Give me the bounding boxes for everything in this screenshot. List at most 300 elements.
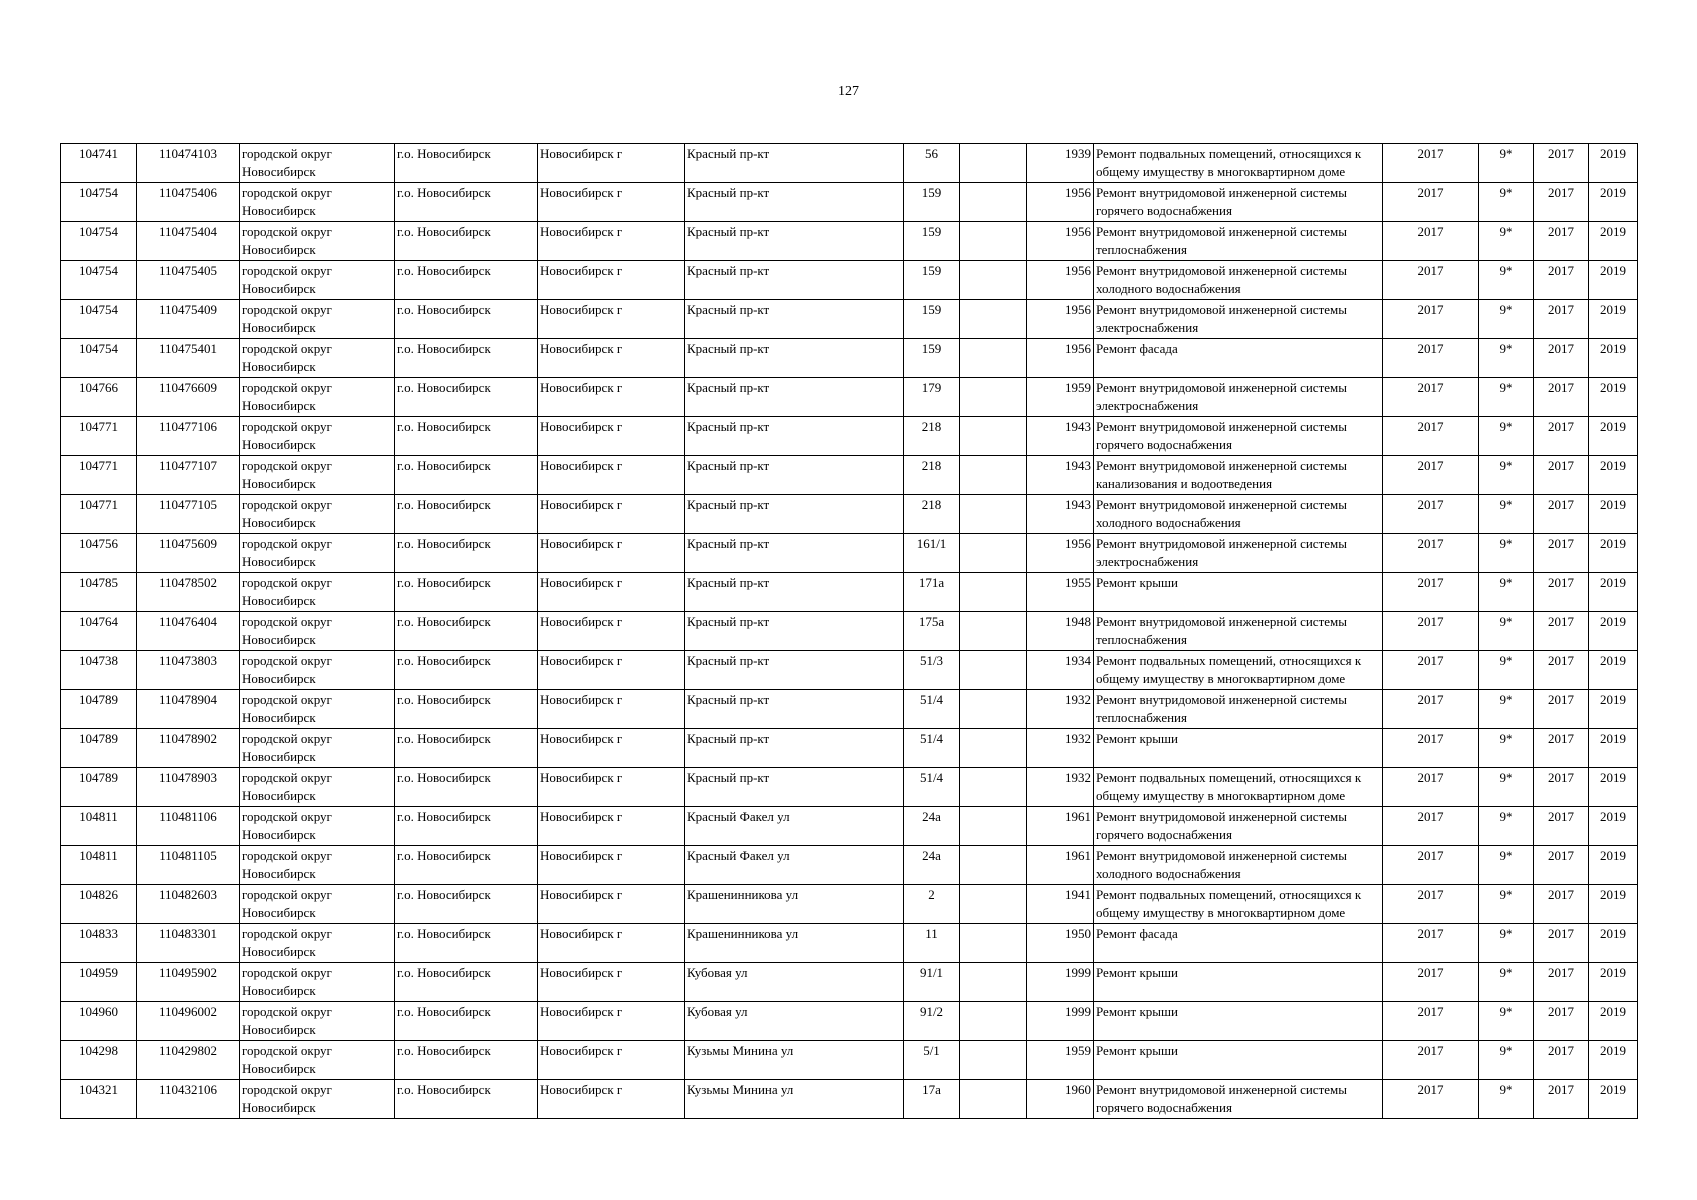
municipality-cell: городской округ Новосибирск	[240, 963, 395, 1002]
plan-year-cell: 2017	[1383, 768, 1479, 807]
house-cell: 159	[904, 222, 960, 261]
house-cell: 159	[904, 261, 960, 300]
plan-year-cell: 2017	[1383, 1002, 1479, 1041]
work-type-cell: Ремонт внутридомовой инженерной системы холодного водоснабжения	[1094, 846, 1383, 885]
district-cell: г.о. Новосибирск	[395, 963, 538, 1002]
table-row	[61, 378, 1638, 417]
start-year-cell: 2017	[1534, 339, 1589, 378]
plan-year-cell: 2017	[1383, 924, 1479, 963]
object-id-cell: 110475405	[137, 261, 240, 300]
street-cell: Красный Факел ул	[685, 807, 904, 846]
street-cell: Красный пр-кт	[685, 729, 904, 768]
object-id-cell: 110477107	[137, 456, 240, 495]
plan-year-cell: 2017	[1383, 378, 1479, 417]
object-id-cell: 110478902	[137, 729, 240, 768]
end-year-cell: 2019	[1589, 690, 1638, 729]
object-id-cell: 110476609	[137, 378, 240, 417]
footnote-cell: 9*	[1479, 612, 1534, 651]
building-cell	[960, 144, 1027, 183]
municipality-cell: городской округ Новосибирск	[240, 729, 395, 768]
building-cell	[960, 417, 1027, 456]
house-cell: 175а	[904, 612, 960, 651]
end-year-cell: 2019	[1589, 495, 1638, 534]
street-cell: Кубовая ул	[685, 963, 904, 1002]
street-cell: Красный пр-кт	[685, 768, 904, 807]
locality-cell: Новосибирск г	[538, 534, 685, 573]
building-cell	[960, 807, 1027, 846]
locality-cell: Новосибирск г	[538, 495, 685, 534]
municipality-cell: городской округ Новосибирск	[240, 339, 395, 378]
building-cell	[960, 378, 1027, 417]
street-cell: Красный Факел ул	[685, 846, 904, 885]
table-row	[61, 573, 1638, 612]
row-id-cell: 104741	[61, 144, 137, 183]
footnote-cell: 9*	[1479, 1002, 1534, 1041]
work-type-cell: Ремонт крыши	[1094, 729, 1383, 768]
locality-cell: Новосибирск г	[538, 417, 685, 456]
work-type-cell: Ремонт внутридомовой инженерной системы горячего водоснабжения	[1094, 807, 1383, 846]
building-cell	[960, 729, 1027, 768]
start-year-cell: 2017	[1534, 534, 1589, 573]
year-built-cell: 1955	[1027, 573, 1094, 612]
house-cell: 218	[904, 417, 960, 456]
work-type-cell: Ремонт внутридомовой инженерной системы теплоснабжения	[1094, 690, 1383, 729]
locality-cell: Новосибирск г	[538, 729, 685, 768]
building-cell	[960, 1041, 1027, 1080]
work-type-cell: Ремонт внутридомовой инженерной системы канализования и водоотведения	[1094, 456, 1383, 495]
building-cell	[960, 651, 1027, 690]
district-cell: г.о. Новосибирск	[395, 456, 538, 495]
house-cell: 159	[904, 183, 960, 222]
locality-cell: Новосибирск г	[538, 144, 685, 183]
work-type-cell: Ремонт крыши	[1094, 963, 1383, 1002]
table-row	[61, 144, 1638, 183]
municipality-cell: городской округ Новосибирск	[240, 378, 395, 417]
locality-cell: Новосибирск г	[538, 612, 685, 651]
street-cell: Красный пр-кт	[685, 690, 904, 729]
row-id-cell: 104738	[61, 651, 137, 690]
footnote-cell: 9*	[1479, 339, 1534, 378]
table-row	[61, 612, 1638, 651]
municipality-cell: городской округ Новосибирск	[240, 495, 395, 534]
footnote-cell: 9*	[1479, 300, 1534, 339]
building-cell	[960, 1002, 1027, 1041]
municipality-cell: городской округ Новосибирск	[240, 300, 395, 339]
start-year-cell: 2017	[1534, 729, 1589, 768]
plan-year-cell: 2017	[1383, 183, 1479, 222]
end-year-cell: 2019	[1589, 885, 1638, 924]
start-year-cell: 2017	[1534, 963, 1589, 1002]
district-cell: г.о. Новосибирск	[395, 612, 538, 651]
start-year-cell: 2017	[1534, 807, 1589, 846]
object-id-cell: 110482603	[137, 885, 240, 924]
plan-year-cell: 2017	[1383, 690, 1479, 729]
district-cell: г.о. Новосибирск	[395, 339, 538, 378]
work-type-cell: Ремонт внутридомовой инженерной системы электроснабжения	[1094, 300, 1383, 339]
work-type-cell: Ремонт внутридомовой инженерной системы теплоснабжения	[1094, 222, 1383, 261]
footnote-cell: 9*	[1479, 924, 1534, 963]
start-year-cell: 2017	[1534, 768, 1589, 807]
street-cell: Красный пр-кт	[685, 378, 904, 417]
house-cell: 24а	[904, 846, 960, 885]
row-id-cell: 104754	[61, 339, 137, 378]
street-cell: Кубовая ул	[685, 1002, 904, 1041]
street-cell: Красный пр-кт	[685, 261, 904, 300]
table-row	[61, 456, 1638, 495]
object-id-cell: 110495902	[137, 963, 240, 1002]
row-id-cell: 104826	[61, 885, 137, 924]
object-id-cell: 110483301	[137, 924, 240, 963]
plan-year-cell: 2017	[1383, 885, 1479, 924]
footnote-cell: 9*	[1479, 846, 1534, 885]
plan-year-cell: 2017	[1383, 573, 1479, 612]
locality-cell: Новосибирск г	[538, 261, 685, 300]
start-year-cell: 2017	[1534, 846, 1589, 885]
object-id-cell: 110475409	[137, 300, 240, 339]
table-row	[61, 924, 1638, 963]
table-row	[61, 261, 1638, 300]
footnote-cell: 9*	[1479, 495, 1534, 534]
year-built-cell: 1943	[1027, 495, 1094, 534]
work-type-cell: Ремонт подвальных помещений, относящихся к общему имуществу в многоквартирном доме	[1094, 768, 1383, 807]
district-cell: г.о. Новосибирск	[395, 807, 538, 846]
object-id-cell: 110477105	[137, 495, 240, 534]
year-built-cell: 1959	[1027, 378, 1094, 417]
work-type-cell: Ремонт внутридомовой инженерной системы электроснабжения	[1094, 378, 1383, 417]
page-number: 127	[838, 84, 859, 99]
work-type-cell: Ремонт крыши	[1094, 573, 1383, 612]
building-cell	[960, 456, 1027, 495]
row-id-cell: 104771	[61, 495, 137, 534]
end-year-cell: 2019	[1589, 1002, 1638, 1041]
house-cell: 5/1	[904, 1041, 960, 1080]
year-built-cell: 1956	[1027, 222, 1094, 261]
end-year-cell: 2019	[1589, 261, 1638, 300]
table-row	[61, 417, 1638, 456]
start-year-cell: 2017	[1534, 1080, 1589, 1119]
end-year-cell: 2019	[1589, 1041, 1638, 1080]
plan-year-cell: 2017	[1383, 456, 1479, 495]
district-cell: г.о. Новосибирск	[395, 300, 538, 339]
municipality-cell: городской округ Новосибирск	[240, 846, 395, 885]
building-cell	[960, 1080, 1027, 1119]
municipality-cell: городской округ Новосибирск	[240, 612, 395, 651]
start-year-cell: 2017	[1534, 495, 1589, 534]
footnote-cell: 9*	[1479, 651, 1534, 690]
work-type-cell: Ремонт внутридомовой инженерной системы холодного водоснабжения	[1094, 261, 1383, 300]
district-cell: г.о. Новосибирск	[395, 768, 538, 807]
work-type-cell: Ремонт крыши	[1094, 1002, 1383, 1041]
start-year-cell: 2017	[1534, 417, 1589, 456]
building-cell	[960, 300, 1027, 339]
building-cell	[960, 183, 1027, 222]
plan-year-cell: 2017	[1383, 1080, 1479, 1119]
start-year-cell: 2017	[1534, 222, 1589, 261]
street-cell: Красный пр-кт	[685, 573, 904, 612]
end-year-cell: 2019	[1589, 378, 1638, 417]
year-built-cell: 1960	[1027, 1080, 1094, 1119]
street-cell: Красный пр-кт	[685, 300, 904, 339]
end-year-cell: 2019	[1589, 729, 1638, 768]
locality-cell: Новосибирск г	[538, 1002, 685, 1041]
house-cell: 171а	[904, 573, 960, 612]
object-id-cell: 110475406	[137, 183, 240, 222]
year-built-cell: 1956	[1027, 183, 1094, 222]
district-cell: г.о. Новосибирск	[395, 690, 538, 729]
locality-cell: Новосибирск г	[538, 183, 685, 222]
street-cell: Красный пр-кт	[685, 222, 904, 261]
end-year-cell: 2019	[1589, 183, 1638, 222]
row-id-cell: 104754	[61, 261, 137, 300]
locality-cell: Новосибирск г	[538, 885, 685, 924]
building-cell	[960, 690, 1027, 729]
building-cell	[960, 261, 1027, 300]
municipality-cell: городской округ Новосибирск	[240, 924, 395, 963]
municipality-cell: городской округ Новосибирск	[240, 807, 395, 846]
plan-year-cell: 2017	[1383, 261, 1479, 300]
municipality-cell: городской округ Новосибирск	[240, 144, 395, 183]
municipality-cell: городской округ Новосибирск	[240, 1002, 395, 1041]
start-year-cell: 2017	[1534, 690, 1589, 729]
district-cell: г.о. Новосибирск	[395, 924, 538, 963]
year-built-cell: 1941	[1027, 885, 1094, 924]
street-cell: Красный пр-кт	[685, 144, 904, 183]
footnote-cell: 9*	[1479, 417, 1534, 456]
year-built-cell: 1956	[1027, 339, 1094, 378]
footnote-cell: 9*	[1479, 768, 1534, 807]
row-id-cell: 104764	[61, 612, 137, 651]
year-built-cell: 1948	[1027, 612, 1094, 651]
street-cell: Красный пр-кт	[685, 495, 904, 534]
table-row	[61, 690, 1638, 729]
table-row	[61, 846, 1638, 885]
locality-cell: Новосибирск г	[538, 651, 685, 690]
table-row	[61, 183, 1638, 222]
year-built-cell: 1959	[1027, 1041, 1094, 1080]
year-built-cell: 1932	[1027, 768, 1094, 807]
house-cell: 218	[904, 495, 960, 534]
house-cell: 159	[904, 300, 960, 339]
footnote-cell: 9*	[1479, 963, 1534, 1002]
work-type-cell: Ремонт внутридомовой инженерной системы горячего водоснабжения	[1094, 417, 1383, 456]
footnote-cell: 9*	[1479, 456, 1534, 495]
start-year-cell: 2017	[1534, 651, 1589, 690]
table-row	[61, 963, 1638, 1002]
plan-year-cell: 2017	[1383, 963, 1479, 1002]
end-year-cell: 2019	[1589, 573, 1638, 612]
object-id-cell: 110474103	[137, 144, 240, 183]
locality-cell: Новосибирск г	[538, 846, 685, 885]
start-year-cell: 2017	[1534, 456, 1589, 495]
municipality-cell: городской округ Новосибирск	[240, 573, 395, 612]
end-year-cell: 2019	[1589, 144, 1638, 183]
table-row	[61, 222, 1638, 261]
municipality-cell: городской округ Новосибирск	[240, 651, 395, 690]
district-cell: г.о. Новосибирск	[395, 885, 538, 924]
row-id-cell: 104833	[61, 924, 137, 963]
work-type-cell: Ремонт крыши	[1094, 1041, 1383, 1080]
table-row	[61, 300, 1638, 339]
object-id-cell: 110475609	[137, 534, 240, 573]
building-cell	[960, 768, 1027, 807]
street-cell: Красный пр-кт	[685, 417, 904, 456]
table-row	[61, 339, 1638, 378]
house-cell: 51/3	[904, 651, 960, 690]
footnote-cell: 9*	[1479, 144, 1534, 183]
table-body	[61, 144, 1638, 1119]
table-row	[61, 768, 1638, 807]
locality-cell: Новосибирск г	[538, 222, 685, 261]
table-row	[61, 534, 1638, 573]
year-built-cell: 1956	[1027, 300, 1094, 339]
work-type-cell: Ремонт внутридомовой инженерной системы горячего водоснабжения	[1094, 1080, 1383, 1119]
house-cell: 56	[904, 144, 960, 183]
year-built-cell: 1934	[1027, 651, 1094, 690]
year-built-cell: 1932	[1027, 729, 1094, 768]
end-year-cell: 2019	[1589, 222, 1638, 261]
start-year-cell: 2017	[1534, 885, 1589, 924]
street-cell: Кузьмы Минина ул	[685, 1041, 904, 1080]
row-id-cell: 104811	[61, 807, 137, 846]
end-year-cell: 2019	[1589, 339, 1638, 378]
house-cell: 51/4	[904, 768, 960, 807]
year-built-cell: 1939	[1027, 144, 1094, 183]
building-cell	[960, 339, 1027, 378]
municipality-cell: городской округ Новосибирск	[240, 534, 395, 573]
end-year-cell: 2019	[1589, 1080, 1638, 1119]
house-cell: 91/1	[904, 963, 960, 1002]
district-cell: г.о. Новосибирск	[395, 534, 538, 573]
footnote-cell: 9*	[1479, 1080, 1534, 1119]
footnote-cell: 9*	[1479, 690, 1534, 729]
street-cell: Красный пр-кт	[685, 456, 904, 495]
building-cell	[960, 612, 1027, 651]
building-cell	[960, 534, 1027, 573]
work-type-cell: Ремонт внутридомовой инженерной системы электроснабжения	[1094, 534, 1383, 573]
row-id-cell: 104789	[61, 768, 137, 807]
row-id-cell: 104789	[61, 690, 137, 729]
district-cell: г.о. Новосибирск	[395, 378, 538, 417]
table-row	[61, 1041, 1638, 1080]
row-id-cell: 104756	[61, 534, 137, 573]
work-type-cell: Ремонт фасада	[1094, 339, 1383, 378]
district-cell: г.о. Новосибирск	[395, 846, 538, 885]
object-id-cell: 110481105	[137, 846, 240, 885]
start-year-cell: 2017	[1534, 183, 1589, 222]
municipality-cell: городской округ Новосибирск	[240, 183, 395, 222]
row-id-cell: 104771	[61, 417, 137, 456]
municipality-cell: городской округ Новосибирск	[240, 768, 395, 807]
street-cell: Красный пр-кт	[685, 339, 904, 378]
district-cell: г.о. Новосибирск	[395, 573, 538, 612]
plan-year-cell: 2017	[1383, 222, 1479, 261]
year-built-cell: 1999	[1027, 963, 1094, 1002]
building-cell	[960, 963, 1027, 1002]
footnote-cell: 9*	[1479, 807, 1534, 846]
municipality-cell: городской округ Новосибирск	[240, 417, 395, 456]
year-built-cell: 1943	[1027, 417, 1094, 456]
work-type-cell: Ремонт внутридомовой инженерной системы теплоснабжения	[1094, 612, 1383, 651]
row-id-cell: 104754	[61, 300, 137, 339]
work-type-cell: Ремонт подвальных помещений, относящихся к общему имуществу в многоквартирном доме	[1094, 885, 1383, 924]
house-cell: 161/1	[904, 534, 960, 573]
object-id-cell: 110432106	[137, 1080, 240, 1119]
district-cell: г.о. Новосибирск	[395, 1041, 538, 1080]
plan-year-cell: 2017	[1383, 144, 1479, 183]
row-id-cell: 104754	[61, 183, 137, 222]
district-cell: г.о. Новосибирск	[395, 261, 538, 300]
row-id-cell: 104789	[61, 729, 137, 768]
street-cell: Крашенинникова ул	[685, 885, 904, 924]
end-year-cell: 2019	[1589, 924, 1638, 963]
row-id-cell: 104771	[61, 456, 137, 495]
start-year-cell: 2017	[1534, 1041, 1589, 1080]
street-cell: Красный пр-кт	[685, 651, 904, 690]
district-cell: г.о. Новосибирск	[395, 417, 538, 456]
plan-year-cell: 2017	[1383, 339, 1479, 378]
plan-year-cell: 2017	[1383, 534, 1479, 573]
end-year-cell: 2019	[1589, 300, 1638, 339]
locality-cell: Новосибирск г	[538, 339, 685, 378]
plan-year-cell: 2017	[1383, 612, 1479, 651]
start-year-cell: 2017	[1534, 300, 1589, 339]
locality-cell: Новосибирск г	[538, 924, 685, 963]
year-built-cell: 1961	[1027, 807, 1094, 846]
year-built-cell: 1932	[1027, 690, 1094, 729]
municipality-cell: городской округ Новосибирск	[240, 222, 395, 261]
row-id-cell: 104959	[61, 963, 137, 1002]
object-id-cell: 110473803	[137, 651, 240, 690]
house-cell: 51/4	[904, 729, 960, 768]
house-cell: 91/2	[904, 1002, 960, 1041]
building-cell	[960, 885, 1027, 924]
start-year-cell: 2017	[1534, 573, 1589, 612]
end-year-cell: 2019	[1589, 768, 1638, 807]
house-cell: 24а	[904, 807, 960, 846]
footnote-cell: 9*	[1479, 183, 1534, 222]
house-cell: 218	[904, 456, 960, 495]
work-type-cell: Ремонт внутридомовой инженерной системы холодного водоснабжения	[1094, 495, 1383, 534]
building-cell	[960, 495, 1027, 534]
table-row	[61, 729, 1638, 768]
object-id-cell: 110477106	[137, 417, 240, 456]
street-cell: Кузьмы Минина ул	[685, 1080, 904, 1119]
municipality-cell: городской округ Новосибирск	[240, 690, 395, 729]
locality-cell: Новосибирск г	[538, 963, 685, 1002]
house-cell: 179	[904, 378, 960, 417]
footnote-cell: 9*	[1479, 1041, 1534, 1080]
district-cell: г.о. Новосибирск	[395, 1002, 538, 1041]
plan-year-cell: 2017	[1383, 807, 1479, 846]
row-id-cell: 104754	[61, 222, 137, 261]
object-id-cell: 110475404	[137, 222, 240, 261]
start-year-cell: 2017	[1534, 924, 1589, 963]
house-cell: 159	[904, 339, 960, 378]
row-id-cell: 104766	[61, 378, 137, 417]
end-year-cell: 2019	[1589, 417, 1638, 456]
building-cell	[960, 573, 1027, 612]
table-row	[61, 1080, 1638, 1119]
district-cell: г.о. Новосибирск	[395, 495, 538, 534]
work-type-cell: Ремонт фасада	[1094, 924, 1383, 963]
start-year-cell: 2017	[1534, 261, 1589, 300]
street-cell: Красный пр-кт	[685, 534, 904, 573]
year-built-cell: 1956	[1027, 534, 1094, 573]
work-type-cell: Ремонт подвальных помещений, относящихся к общему имуществу в многоквартирном доме	[1094, 651, 1383, 690]
object-id-cell: 110475401	[137, 339, 240, 378]
plan-year-cell: 2017	[1383, 846, 1479, 885]
table-row	[61, 651, 1638, 690]
